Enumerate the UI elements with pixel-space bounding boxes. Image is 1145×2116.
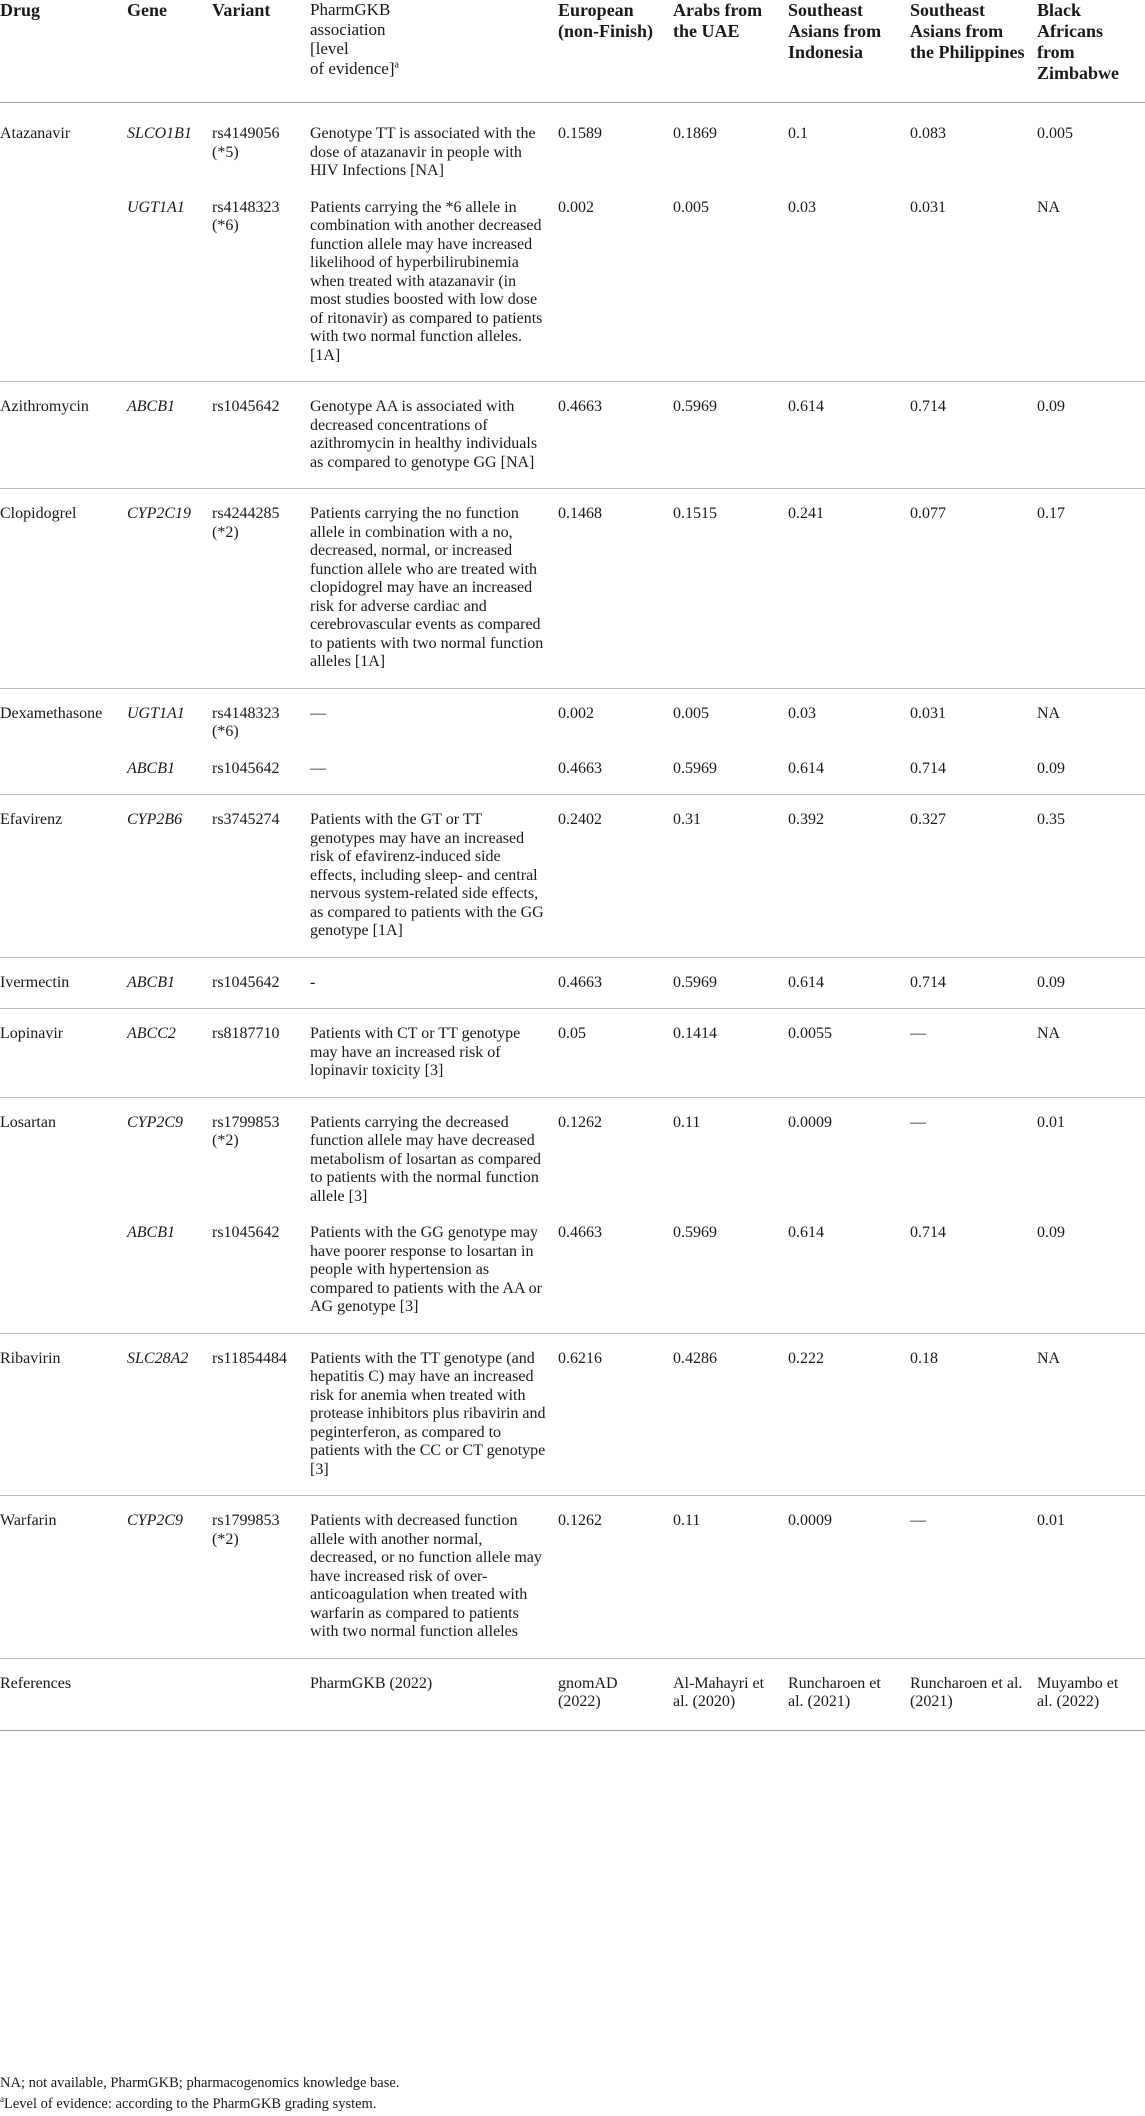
header-arabs-uae: Arabs from the UAE — [673, 0, 788, 103]
cell-drug — [0, 189, 127, 382]
table-row — [0, 688, 1145, 750]
cell-philippines: 0.18 — [910, 1333, 1037, 1496]
cell-variant: rs4149056 (*5) — [212, 125, 280, 161]
cell-philippines: 0.714 — [910, 382, 1037, 489]
cell-variant: rs1799853 (*2) — [212, 1113, 280, 1149]
cell-variant: rs1045642 — [212, 382, 310, 489]
reference-indonesia: Runcharoen et al. (2021) — [788, 1658, 910, 1730]
cell-variant: rs1045642 — [212, 750, 310, 795]
cell-european: 0.1468 — [558, 489, 673, 689]
cell-variant: rs4148323 (*6) — [212, 704, 280, 740]
cell-association: Patients carrying the *6 allele in combination with another decreased function allele may have increased likelihood of hyperbilirubinemia when treated with atazanavir (in most studies boosted with low dose of ritonavir) as compared to patients with two normal function alleles. [1A] — [310, 189, 558, 382]
reference-arabs: Al-Mahayri et al. (2020) — [673, 1658, 788, 1730]
footnote-level-of-evidence — [0, 2096, 1145, 2113]
cell-gene: ABCB1 — [127, 382, 212, 489]
cell-indonesia: 0.0009 — [788, 1496, 910, 1659]
cell-european: 0.002 — [558, 189, 673, 382]
cell-philippines: — — [910, 1009, 1037, 1098]
cell-zimbabwe: 0.005 — [1037, 125, 1073, 142]
cell-european: 0.4663 — [558, 750, 673, 795]
cell-philippines: 0.714 — [910, 1214, 1037, 1333]
header-pharmgkb-line3: [level — [310, 39, 349, 58]
cell-indonesia: 0.614 — [788, 750, 910, 795]
table-row — [0, 382, 1145, 489]
cell-indonesia: 0.1 — [788, 125, 808, 142]
footnote-level-text: Level of evidence: according to the PharmGKB grading system. — [4, 2096, 377, 2112]
cell-philippines: — — [910, 1496, 1037, 1659]
cell-gene: CYP2C19 — [127, 489, 212, 689]
cell-indonesia: 0.0009 — [788, 1113, 832, 1131]
table-row — [0, 1496, 1145, 1659]
cell-arabs: 0.1414 — [673, 1009, 788, 1098]
cell-arabs: 0.5969 — [673, 1214, 788, 1333]
cell-zimbabwe: 0.09 — [1037, 957, 1145, 1009]
cell-philippines: 0.327 — [910, 795, 1037, 958]
cell-philippines: — — [910, 1113, 926, 1131]
table-body — [0, 103, 1145, 1731]
cell-association: — — [310, 750, 558, 795]
cell-gene: UGT1A1 — [127, 189, 212, 382]
cell-indonesia: 0.614 — [788, 1214, 910, 1333]
cell-arabs: 0.31 — [673, 795, 788, 958]
cell-european: 0.4663 — [558, 382, 673, 489]
header-pharmgkb-line4: of evidence] — [310, 58, 395, 78]
table-row — [0, 1009, 1145, 1098]
cell-drug: Efavirenz — [0, 795, 127, 958]
cell-indonesia: 0.614 — [788, 957, 910, 1009]
reference-zimbabwe: Muyambo et al. (2022) — [1037, 1658, 1145, 1730]
table-header-row — [0, 0, 1145, 103]
footnote-mark: a — [0, 2094, 4, 2105]
cell-drug: Ribavirin — [0, 1333, 127, 1496]
cell-association: Patients with the GT or TT genotypes may have an increased risk of efavirenz-induced side effects, including sleep- and central nervous system-related side effects, as compared to patients with the GG genotype [1A] — [310, 795, 558, 958]
cell-european: 0.1262 — [558, 1496, 673, 1659]
cell-european: 0.1262 — [558, 1113, 602, 1131]
cell-philippines: 0.714 — [910, 957, 1037, 1009]
cell-drug: Ivermectin — [0, 957, 127, 1009]
cell-association: Patients with the TT genotype (and hepatitis C) may have an increased risk for anemia when treated with protease inhibitors plus ribavirin and peginterferon, as compared to patients with the CC or CT genotype [3] — [310, 1333, 558, 1496]
cell-association: Patients with the GG genotype may have poorer response to losartan in people with hypertension as compared to patients with the AA or AG genotype [3] — [310, 1214, 558, 1333]
cell-zimbabwe: 0.09 — [1037, 1214, 1145, 1333]
references-label: References — [0, 1658, 127, 1730]
cell-indonesia: 0.241 — [788, 489, 910, 689]
table-row — [0, 795, 1145, 958]
references-empty-variant — [212, 1658, 310, 1730]
cell-variant: rs4148323 (*6) — [212, 189, 310, 382]
cell-variant: rs1045642 — [212, 957, 310, 1009]
cell-arabs: 0.005 — [673, 189, 788, 382]
cell-drug: Atazanavir — [0, 125, 71, 142]
cell-european: 0.002 — [558, 704, 594, 722]
cell-arabs: 0.005 — [673, 704, 709, 722]
table-row — [0, 957, 1145, 1009]
header-gene: Gene — [127, 0, 212, 103]
cell-zimbabwe: 0.35 — [1037, 795, 1145, 958]
cell-gene: ABCB1 — [127, 1214, 212, 1333]
cell-european: 0.05 — [558, 1009, 673, 1098]
table-row — [0, 103, 1145, 189]
footnote-abbreviations: NA; not available, PharmGKB; pharmacogenomics knowledge base. — [0, 2075, 400, 2091]
cell-indonesia: 0.392 — [788, 795, 910, 958]
header-pharmgkb-association — [310, 0, 558, 103]
cell-european: 0.6216 — [558, 1333, 673, 1496]
cell-european: 0.4663 — [558, 1214, 673, 1333]
header-drug: Drug — [0, 0, 127, 103]
cell-variant: rs11854484 — [212, 1333, 310, 1496]
cell-drug: Dexamethasone — [0, 704, 103, 722]
cell-philippines: 0.031 — [910, 189, 1037, 382]
cell-arabs: 0.4286 — [673, 1333, 788, 1496]
cell-indonesia: 0.03 — [788, 189, 910, 382]
header-variant: Variant — [212, 0, 310, 103]
cell-association: — — [310, 704, 326, 722]
cell-gene: ABCB1 — [127, 957, 212, 1009]
cell-variant: rs1045642 — [212, 1214, 310, 1333]
cell-association: Patients carrying the no function allele in combination with a no, decreased, normal, or increased function allele who are treated with clopidogrel may have an increased risk for adverse cardiac and cerebrovascular events as compared to patients with two normal function alleles [1A] — [310, 489, 558, 689]
table-row — [0, 1097, 1145, 1214]
header-european: European (non-Finish) — [558, 0, 673, 103]
table-row — [0, 489, 1145, 689]
cell-gene: CYP2C9 — [127, 1113, 184, 1131]
cell-association: - — [310, 957, 558, 1009]
header-pharmgkb-line2: association — [310, 19, 386, 39]
header-sea-indonesia: Southeast Asians from Indonesia — [788, 0, 910, 103]
table-row — [0, 750, 1145, 795]
reference-pharmgkb: PharmGKB (2022) — [310, 1658, 558, 1730]
cell-arabs: 0.11 — [673, 1113, 701, 1131]
table-row — [0, 1214, 1145, 1333]
cell-gene: SLC28A2 — [127, 1333, 212, 1496]
cell-gene: UGT1A1 — [127, 704, 185, 722]
cell-drug: Azithromycin — [0, 382, 127, 489]
cell-zimbabwe: NA — [1037, 1009, 1145, 1098]
cell-zimbabwe: 0.09 — [1037, 382, 1145, 489]
cell-variant: rs8187710 — [212, 1009, 310, 1098]
cell-philippines: 0.083 — [910, 125, 946, 142]
cell-drug: Losartan — [0, 1113, 56, 1131]
cell-drug: Lopinavir — [0, 1009, 127, 1098]
cell-zimbabwe: NA — [1037, 704, 1061, 722]
cell-gene: ABCB1 — [127, 750, 212, 795]
cell-arabs: 0.5969 — [673, 750, 788, 795]
cell-variant: rs3745274 — [212, 795, 310, 958]
header-pharmgkb-line1: PharmGKB — [310, 0, 391, 19]
cell-drug — [0, 750, 127, 795]
cell-arabs: 0.5969 — [673, 382, 788, 489]
cell-gene: ABCC2 — [127, 1009, 212, 1098]
cell-association: Patients with decreased function allele with another normal, decreased, or no function allele may have increased risk of over-anticoagulation when treated with warfarin as compared to patients with two normal function alleles — [310, 1496, 558, 1659]
cell-indonesia: 0.614 — [788, 382, 910, 489]
cell-drug: Warfarin — [0, 1496, 127, 1659]
cell-variant: rs4244285 (*2) — [212, 489, 310, 689]
cell-gene: CYP2C9 — [127, 1496, 212, 1659]
cell-association: Patients with CT or TT genotype may have an increased risk of lopinavir toxicity [3] — [310, 1009, 558, 1098]
references-empty-gene — [127, 1658, 212, 1730]
reference-philippines: Runcharoen et al. (2021) — [910, 1658, 1037, 1730]
table-row — [0, 1333, 1145, 1496]
cell-association: Patients carrying the decreased function allele may have decreased metabolism of losartan as compared to patients with the normal function allele [3] — [310, 1113, 542, 1205]
cell-gene: CYP2B6 — [127, 795, 212, 958]
cell-drug — [0, 1214, 127, 1333]
cell-european: 0.2402 — [558, 795, 673, 958]
header-footnote-mark: a — [394, 58, 399, 70]
cell-zimbabwe: NA — [1037, 189, 1145, 382]
cell-indonesia: 0.0055 — [788, 1009, 910, 1098]
cell-indonesia: 0.222 — [788, 1333, 910, 1496]
cell-indonesia: 0.03 — [788, 704, 816, 722]
cell-gene: SLCO1B1 — [127, 125, 192, 142]
cell-arabs: 0.5969 — [673, 957, 788, 1009]
table-row — [0, 189, 1145, 382]
cell-zimbabwe: 0.01 — [1037, 1113, 1065, 1131]
cell-philippines: 0.031 — [910, 704, 946, 722]
cell-association: Genotype TT is associated with the dose of atazanavir in people with HIV Infections [NA] — [310, 125, 536, 179]
cell-arabs: 0.11 — [673, 1496, 788, 1659]
cell-zimbabwe: 0.01 — [1037, 1496, 1145, 1659]
cell-philippines: 0.714 — [910, 750, 1037, 795]
header-black-africans-zimbabwe: Black Africans from Zimbabwe — [1037, 0, 1145, 103]
reference-european: gnomAD (2022) — [558, 1658, 673, 1730]
cell-arabs: 0.1869 — [673, 125, 717, 142]
cell-zimbabwe: 0.17 — [1037, 489, 1145, 689]
cell-arabs: 0.1515 — [673, 489, 788, 689]
cell-zimbabwe: NA — [1037, 1333, 1145, 1496]
cell-drug: Clopidogrel — [0, 489, 127, 689]
cell-european: 0.1589 — [558, 125, 602, 142]
header-sea-philippines: Southeast Asians from the Philippines — [910, 0, 1037, 103]
cell-european: 0.4663 — [558, 957, 673, 1009]
references-row — [0, 1658, 1145, 1730]
cell-variant: rs1799853 (*2) — [212, 1496, 310, 1659]
cell-philippines: 0.077 — [910, 489, 1037, 689]
cell-zimbabwe: 0.09 — [1037, 750, 1145, 795]
cell-association: Genotype AA is associated with decreased concentrations of azithromycin in healthy individuals as compared to genotype GG [NA] — [310, 382, 558, 489]
